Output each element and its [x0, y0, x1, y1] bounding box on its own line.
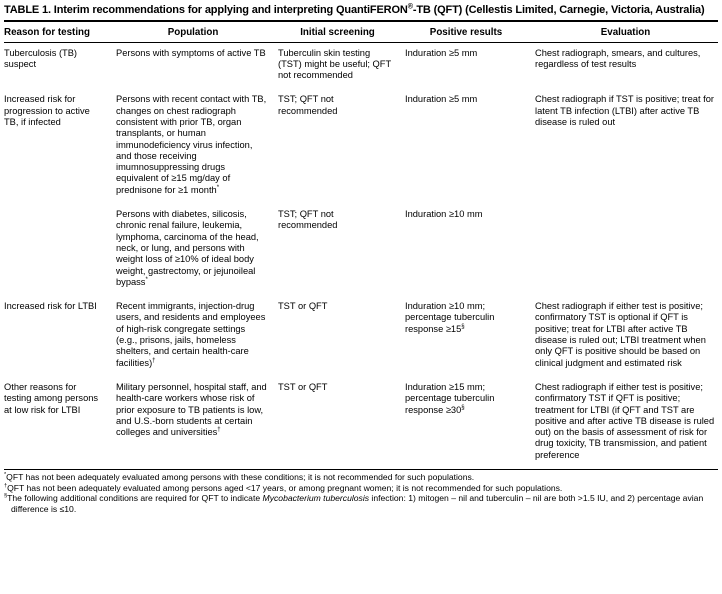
- cell-screening: TST or QFT: [278, 381, 328, 392]
- column-header-population: Population: [116, 22, 278, 43]
- cell-screening: TST; QFT not recommended: [278, 209, 338, 231]
- cell-reason: Other reasons for testing among persons at low risk for LTBI: [4, 381, 99, 415]
- cell-evaluation: Chest radiograph if either test is positive; confirmatory TST if QFT is positive; treatment for LTBI (if QFT and TST are positive and after active TB disease is ruled out) on the basis of assessment of risk for drug toxicity, TB transmission, and patient preference: [535, 381, 715, 460]
- cell-screening: TST or QFT: [278, 301, 328, 312]
- cell-population: Military personnel, hospital staff, and health-care workers whose risk of prior exposure to TB patients is low, and U.S.-born students at certain colleges and universities†: [116, 381, 267, 438]
- cell-reason: Increased risk for progression to active TB, if infected: [4, 94, 90, 127]
- table-row: [4, 296, 718, 377]
- cell-positive: Induration ≥5 mm: [405, 94, 478, 105]
- cell-evaluation: Chest radiograph, smears, and cultures, regardless of test results: [535, 47, 701, 69]
- footnote-marker: †: [4, 482, 8, 489]
- table-row: [4, 89, 718, 204]
- cell-evaluation: Chest radiograph if TST is positive; treat for latent TB infection (LTBI) after active TB disease is ruled out: [535, 94, 714, 127]
- header-row: [4, 22, 718, 43]
- footnote: [4, 472, 718, 483]
- footnote-text: QFT has not been adequately evaluated among persons with these conditions; it is not recommended for such populations.: [6, 472, 475, 482]
- table-row: [4, 204, 718, 296]
- footnote-divider: [4, 469, 718, 470]
- footnotes-section: [4, 472, 718, 514]
- cell-population: Recent immigrants, injection-drug users, and residents and employees of high-risk congregate settings (e.g., prisons, jails, homeless shelters, and certain health-care facilities)†: [116, 301, 266, 368]
- column-header-evaluation: Evaluation: [535, 22, 718, 43]
- column-header-screening: Initial screening: [278, 22, 405, 43]
- footnote: [4, 493, 718, 514]
- table-row: [4, 377, 718, 469]
- cell-positive: Induration ≥10 mm; percentage tuberculin response ≥15§: [405, 301, 495, 334]
- cell-screening: Tuberculin skin testing (TST) might be useful; QFT not recommended: [278, 47, 391, 81]
- cell-positive: Induration ≥10 mm: [405, 209, 483, 220]
- cell-evaluation: Chest radiograph if either test is positive; confirmatory TST is optional if QFT is positive; treat for LTBI after active TB disease is ruled out; LTBI treatment when only QFT is positive should be based on clinical judgment and estimated risk: [535, 301, 706, 368]
- cell-positive: Induration ≥15 mm; percentage tuberculin response ≥30§: [405, 381, 495, 415]
- recommendations-table: [4, 22, 718, 470]
- cell-population: Persons with recent contact with TB, changes on chest radiograph consistent with prior TB, organ transplants, or human immunodeficiency virus infection, and those receiving imumnosuppressing drugs equivalent of ≥15 mg/day of prednisone for ≥1 month*: [116, 94, 267, 195]
- footnote-marker: *: [4, 472, 7, 479]
- column-header-positive: Positive results: [405, 22, 535, 43]
- footnote-text: QFT has not been adequately evaluated among persons aged <17 years, or among pregnant women; it is not recommended for such populations.: [7, 482, 563, 493]
- cell-reason: Increased risk for LTBI: [4, 301, 97, 312]
- cell-screening: TST; QFT not recommended: [278, 94, 338, 116]
- footnote: [4, 483, 718, 494]
- footnote-marker: §: [4, 493, 8, 500]
- table-title: TABLE 1. Interim recommendations for applying and interpreting QuantiFERON®-TB (QFT) (Cellestis Limited, Carnegie, Victoria, Australia): [4, 2, 705, 16]
- cell-positive: Induration ≥5 mm: [405, 47, 478, 58]
- cell-reason: Tuberculosis (TB) suspect: [4, 47, 78, 69]
- cell-reason: [4, 204, 116, 296]
- column-header-reason: Reason for testing: [4, 22, 116, 43]
- cell-population: Persons with diabetes, silicosis, chronic renal failure, leukemia, lymphoma, carcinoma of the head, neck, or lung, and persons with weight loss of ≥10% of ideal body weight, gastrectomy, or jejunoileal bypass*: [116, 209, 259, 287]
- table-row: [4, 42, 718, 89]
- cell-population: Persons with symptoms of active TB: [116, 47, 266, 58]
- cell-evaluation: [535, 204, 718, 296]
- footnote-text: The following additional conditions are required for QFT to indicate Mycobacterium tuberculosis infection: 1) mitogen – nil and tuberculin – nil are both >1.5 IU, and 2) percentage avian difference is ≤10.: [7, 493, 704, 514]
